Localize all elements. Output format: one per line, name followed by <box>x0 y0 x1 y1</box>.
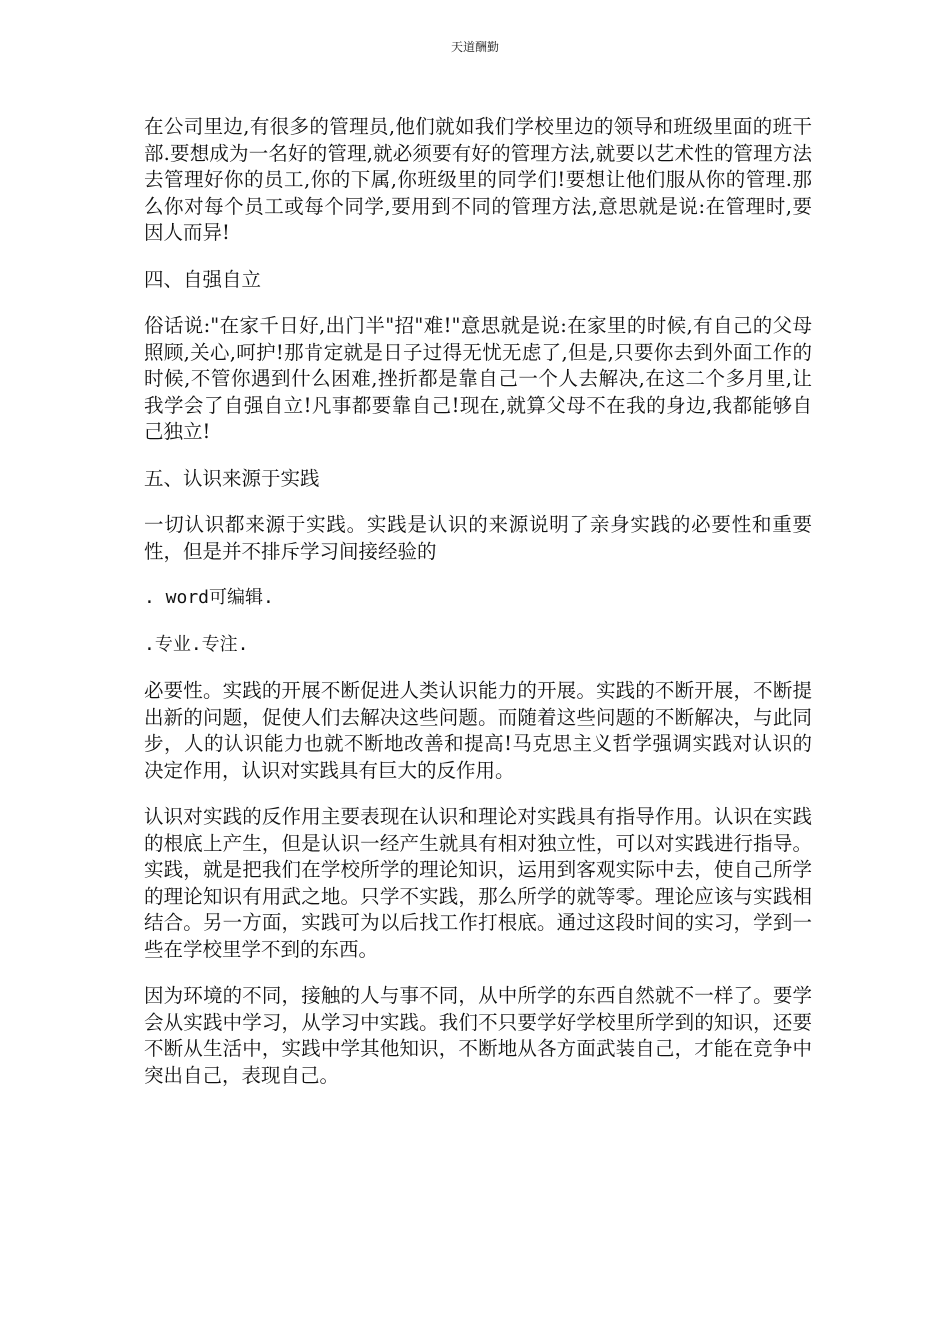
document-body <box>144 114 812 1109</box>
paragraph-reaction: 认识对实践的反作用主要表现在认识和理论对实践具有指导作用。认识在实践的根底上产生，但是认识一经产生就具有相对独立性，可以对实践进行指导。实践，就是把我们在学校所学的理论知识，运用到客观实际中去，使自己所学的理论知识有用武之地。只学不实践，那么所学的就等零。理论应该与实践相结合。另一方面，实践可为以后找工作打根底。通过这段时间的实习，学到一些在学校里学不到的东西。 <box>144 805 812 961</box>
paragraph-self-reliance: 俗话说:"在家千日好,出门半"招"难!"意思就是说:在家里的时候,有自己的父母照顾,关心,呵护!那肯定就是日子过得无忧无虑了,但是,只要你去到外面工作的时候,不管你遇到什么困难,挫折都是靠自己一个人去解决,在这二个多月里,让我学会了自强自立!凡事都要靠自己!现在,就算父母不在我的身边,我都能够自己独立! <box>144 314 812 443</box>
paragraph-management: 在公司里边,有很多的管理员,他们就如我们学校里边的领导和班级里面的班干部.要想成为一名好的管理,就必须要有好的管理方法,就要以艺术性的管理方法去管理好你的员工,你的下属,你班级里的同学们!要想让他们服从你的管理.那么你对每个员工或每个同学,要用到不同的管理方法,意思就是说:在管理时,要因人而异! <box>144 115 812 244</box>
paragraph-necessity: 必要性。实践的开展不断促进人类认识能力的开展。实践的不断开展，不断提出新的问题，促使人们去解决这些问题。而随着这些问题的不断解决，与此同步，人的认识能力也就不断地改善和提高!马克思主义哲学强调实践对认识的决定作用，认识对实践具有巨大的反作用。 <box>144 679 812 782</box>
section-heading-self-reliance: 四、自强自立 <box>144 267 262 291</box>
professional-note: .专业.专注. <box>144 633 249 655</box>
paragraph-environment: 因为环境的不同，接触的人与事不同，从中所学的东西自然就不一样了。要学会从实践中学习，从学习中实践。我们不只要学好学校里所学到的知识，还要不断从生活中，实践中学其他知识，不断地从各方面武装自己，才能在竞争中突出自己，表现自己。 <box>144 984 812 1087</box>
section-heading-practice: 五、认识来源于实践 <box>144 466 320 490</box>
page-header: 天道酬勤 <box>450 40 499 54</box>
paragraph-practice-intro: 一切认识都来源于实践。实践是认识的来源说明了亲身实践的必要性和重要性，但是并不排斥学习间接经验的 <box>144 513 812 563</box>
editable-note: . word可编辑. <box>144 587 274 608</box>
